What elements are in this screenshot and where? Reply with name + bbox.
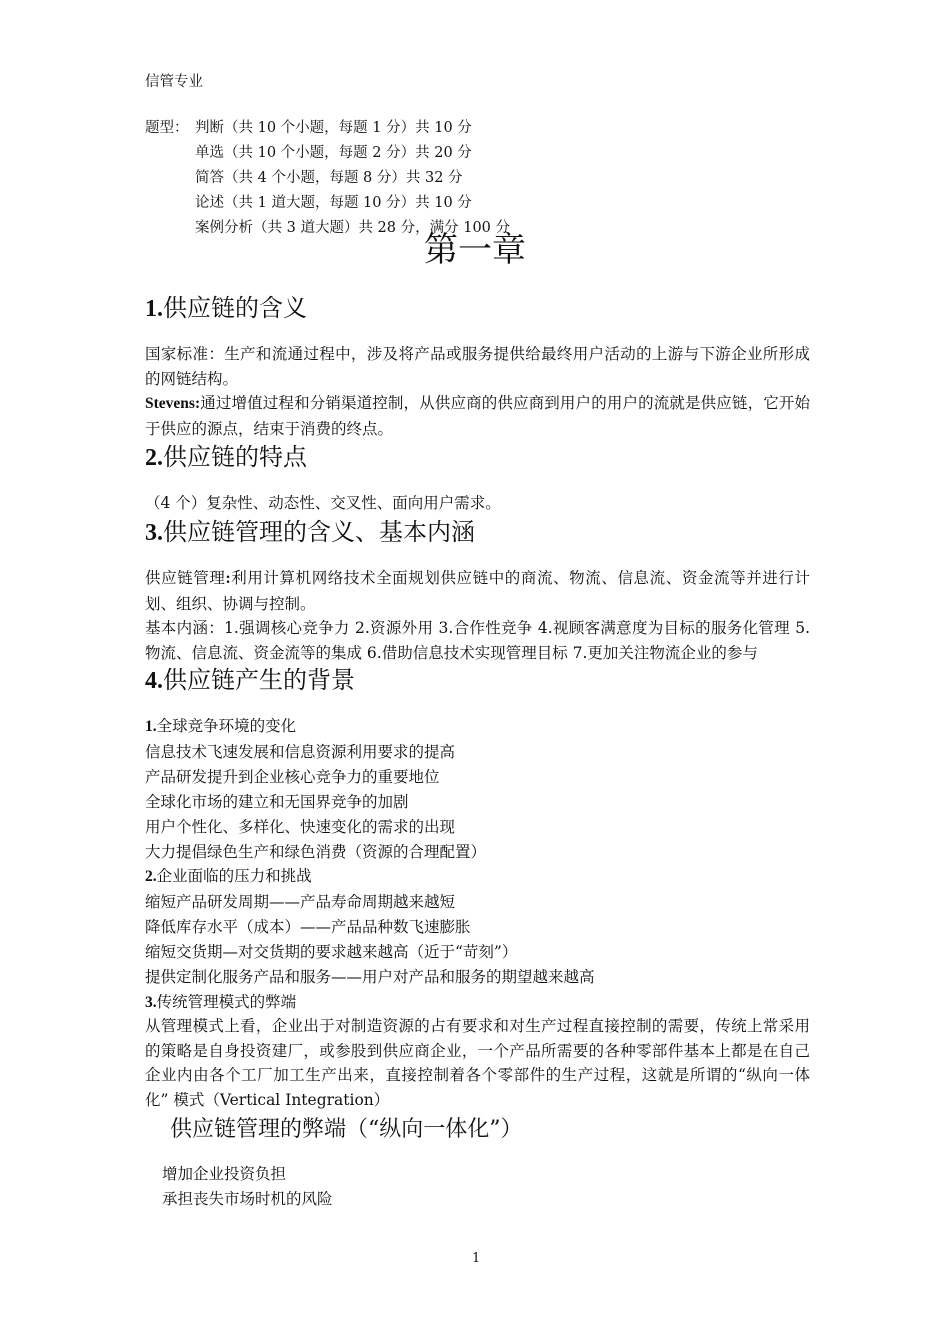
section-number: 4. — [145, 668, 163, 694]
section-heading-3 — [145, 516, 475, 549]
paragraph: 国家标准：生产和流通过程中，涉及将产品或服务提供给最终用户活动的上游与下游企业所形成的网链结构。 — [145, 345, 810, 388]
question-type-line: 案例分析（共 3 道大题）共 28 分，满分 100 分 — [195, 220, 511, 236]
chapter-title: 第一章 — [424, 230, 526, 270]
bold-lead: Stevens: — [145, 395, 201, 412]
paragraph: 从管理模式上看，企业出于对制造资源的占有要求和对生产过程直接控制的需要，传统上常采用的策略是自身投资建厂，或参股到供应商企业，一个产品所需要的各种零部件基本上都是在自己企业内由各个工厂加工生产出来，直接控制着各个零部件的生产过程，这就是所谓的“纵向一体化” 模式（Vertical Integration） — [145, 1017, 810, 1109]
question-type-line: 单选（共 10 个小题，每题 2 分）共 20 分 — [195, 145, 472, 161]
drawback-item: 增加企业投资负担 — [162, 1165, 287, 1183]
list-item: 全球化市场的建立和无国界竞争的加剧 — [145, 792, 409, 811]
section-heading-1 — [145, 292, 307, 325]
section-4-body — [145, 714, 810, 1016]
question-type-line: 简答（共 4 个小题，每题 8 分）共 32 分 — [195, 170, 463, 186]
subsection-heading — [145, 864, 810, 890]
section-2-body — [145, 491, 810, 516]
subsection-title: 企业面临的压力和挑战 — [156, 867, 312, 886]
section-title: 供应链的特点 — [163, 443, 307, 471]
paragraph — [145, 566, 810, 616]
paragraph: （4 个）复杂性、动态性、交叉性、面向用户需求。 — [145, 494, 501, 512]
section-title: 供应链的含义 — [163, 294, 307, 322]
page-number: 1 — [472, 1251, 481, 1266]
list-item: 缩短交货期—对交货期的要求越来越高（近于“苛刻”） — [145, 943, 518, 962]
section-heading-2 — [145, 441, 307, 474]
list-item: 用户个性化、多样化、快速变化的需求的出现 — [145, 817, 456, 836]
subsection-title: 传统管理模式的弊端 — [156, 992, 297, 1011]
subsection-number: 2. — [145, 868, 157, 886]
question-types-label: 题型： — [145, 120, 189, 136]
section-title: 供应链产生的背景 — [163, 666, 355, 694]
section-heading-4 — [145, 664, 355, 697]
list-item: 信息技术飞速发展和信息资源利用要求的提高 — [145, 742, 456, 761]
subsection-heading — [145, 714, 810, 740]
subheading-drawbacks: 供应链管理的弊端（“纵向一体化”） — [170, 1117, 523, 1142]
section-title: 供应链管理的含义、基本内涵 — [163, 518, 475, 546]
section-3-body — [145, 566, 810, 665]
paragraph-lead: 供应链管理 — [145, 569, 226, 587]
drawback-item: 承担丧失市场时机的风险 — [162, 1190, 333, 1208]
subsection-heading — [145, 990, 810, 1016]
paragraph — [145, 391, 810, 441]
section-number: 3. — [145, 520, 163, 546]
list-item: 缩短产品研发周期——产品寿命周期越来越短 — [145, 893, 456, 912]
subsection-number: 3. — [145, 993, 157, 1011]
paragraph-text: 利用计算机网络技术全面规划供应链中的商流、物流、信息流、资金流等并进行计划、组织、协调与控制。 — [145, 569, 810, 613]
list-item: 降低库存水平（成本）——产品品种数飞速膨胀 — [145, 918, 471, 937]
list-item: 大力提倡绿色生产和绿色消费（资源的合理配置） — [145, 842, 487, 861]
section-1-body — [145, 342, 810, 441]
section-number: 1. — [145, 296, 163, 322]
bold-colon: : — [225, 570, 231, 587]
question-type-line: 判断（共 10 个小题，每题 1 分）共 10 分 — [195, 120, 472, 136]
question-type-line: 论述（共 1 道大题，每题 10 分）共 10 分 — [195, 195, 472, 211]
section-number: 2. — [145, 445, 163, 471]
list-item: 提供定制化服务产品和服务——用户对产品和服务的期望越来越高 — [145, 968, 595, 987]
subsection-number: 1. — [145, 718, 157, 735]
list-item: 产品研发提升到企业核心竞争力的重要地位 — [145, 767, 440, 786]
section-4-paragraph — [145, 1014, 810, 1112]
subsection-title: 全球竞争环境的变化 — [156, 717, 297, 735]
page-header: 信管专业 — [145, 74, 203, 90]
paragraph-text: 通过增值过程和分销渠道控制，从供应商的供应商到用户的用户的流就是供应链，它开始于供应的源点，结束于消费的终点。 — [145, 394, 810, 438]
paragraph: 基本内涵：1.强调核心竞争力 2.资源外用 3.合作性竞争 4.视顾客满意度为目标的服务化管理 5.物流、信息流、资金流等的集成 6.借助信息技术实现管理目标 7.更加关注物流企业的参与 — [145, 619, 810, 662]
